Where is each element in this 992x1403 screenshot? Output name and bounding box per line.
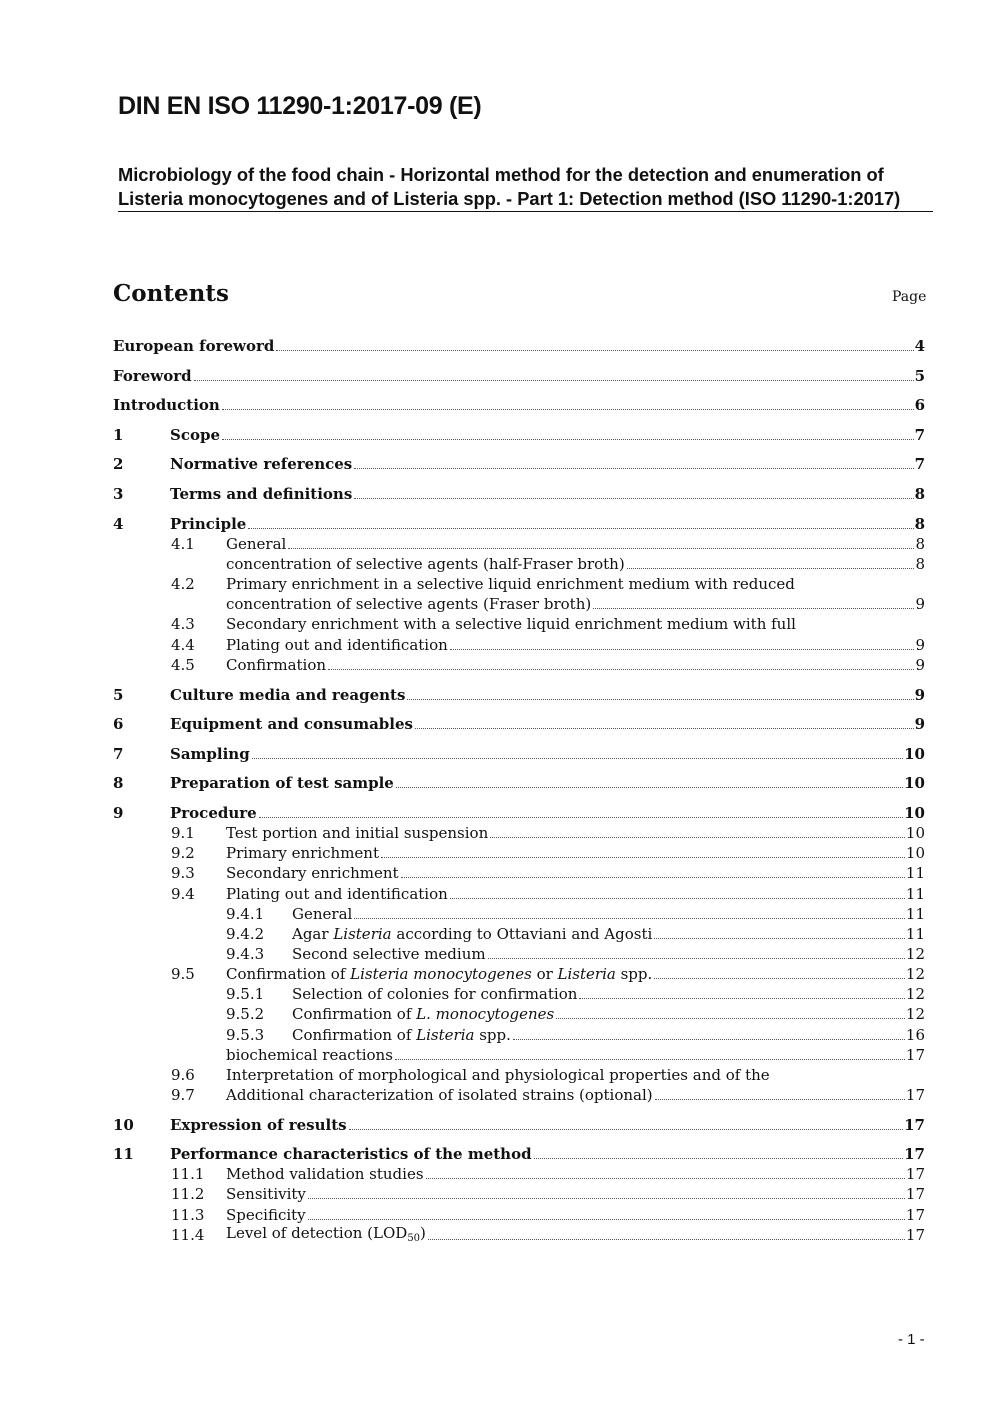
toc-entry[interactable] [113,573,925,593]
toc-entry-number: 4.4 [171,636,195,654]
toc-entry-page: 17 [905,1206,925,1224]
toc-entry[interactable] [113,883,925,903]
toc-entry-label [226,965,652,983]
toc-entry[interactable] [113,713,925,733]
toc-entry-label: Expression of results [170,1116,347,1134]
toc-entry-page: 17 [905,1226,925,1244]
toc-entry-number: 9.3 [171,864,195,882]
toc-entry-number: 4 [113,515,124,533]
toc-label-italic: Listeria monocytogenes [350,965,532,983]
toc-entry-page: 8 [914,485,925,503]
dot-leader [396,786,903,788]
toc-entry-label: Sampling [170,745,250,763]
toc-entry-number: 11 [113,1145,134,1163]
toc-label-italic: L. monocytogenes [416,1005,555,1023]
toc-entry-page: 12 [905,945,925,963]
toc-entry[interactable] [113,453,925,473]
toc-label-italic: Listeria [333,925,392,943]
dot-leader [593,607,914,609]
toc-entry-number: 11.2 [171,1185,205,1203]
toc-entry-label: Specificity [226,1206,306,1224]
toc-entry-page: 10 [905,844,925,862]
dot-leader [308,1218,905,1220]
toc-entry-number: 2 [113,455,124,473]
toc-entry-number: 10 [113,1116,134,1134]
dot-leader [450,648,915,650]
toc-entry-number: 8 [113,774,124,792]
toc-entry-label: Preparation of test sample [170,774,394,792]
toc-entry-label: Plating out and identification [226,885,448,903]
toc-entry-label: Secondary enrichment [226,864,399,882]
toc-entry-label: concentration of selective agents (Fraser broth) [226,595,592,613]
dot-leader [308,1197,905,1199]
dot-leader [395,1058,905,1060]
toc-entry-label: Second selective medium [292,945,486,963]
toc-entry-number: 6 [113,715,124,733]
toc-entry-number: 1 [113,426,124,444]
dot-leader [222,408,914,410]
toc-entry-label: Normative references [170,455,353,473]
toc-entry-page: 10 [905,824,925,842]
toc-entry[interactable] [113,943,925,963]
toc-entry[interactable] [113,634,925,654]
toc-entry[interactable] [113,963,925,983]
toc-entry-label: General [226,535,287,553]
toc-entry[interactable] [113,1084,925,1104]
dot-leader [276,349,913,351]
toc-entry-label: Interpretation of morphological and physiological properties and of the [226,1066,770,1084]
toc-entry[interactable] [113,1224,925,1244]
toc-entry-number: 4.5 [171,656,195,674]
toc-entry-page: 17 [904,1116,925,1134]
toc-entry-page: 11 [905,905,925,923]
toc-entry-number: 11.1 [171,1165,205,1183]
dot-leader [222,438,914,440]
toc-entry-continuation[interactable] [113,593,925,613]
toc-entry-page: 12 [905,985,925,1003]
toc-entry-number: 9.4.2 [226,925,265,943]
toc-label-italic: Listeria [416,1026,475,1044]
toc-entry-label [292,1026,511,1044]
dot-leader [354,917,905,919]
toc-entry[interactable] [113,684,925,704]
dot-leader [428,1238,905,1240]
toc-entry-label: Additional characterization of isolated strains (optional) [226,1086,653,1104]
toc-entry-label: Selection of colonies for confirmation [292,985,578,1003]
toc-entry-page: 10 [904,745,925,763]
toc-entry-label: concentration of selective agents (half-Fraser broth) [226,555,625,573]
dot-leader [556,1017,905,1019]
toc-entry-page: 17 [905,1046,925,1064]
toc-entry-page: 11 [905,885,925,903]
toc-entry[interactable] [113,923,925,943]
toc-entry[interactable] [113,1024,925,1044]
toc-entry-page: 12 [905,965,925,983]
toc-entry-label: Principle [170,515,247,533]
toc-entry[interactable] [113,424,925,444]
toc-entry-label: Equipment and consumables [170,715,413,733]
dot-leader [654,937,905,939]
toc-label-part: Confirmation of [292,1005,417,1023]
toc-entry-page: 12 [905,1005,925,1023]
dot-leader [349,1128,904,1130]
toc-entry-number: 11.3 [171,1206,205,1224]
toc-entry[interactable] [113,903,925,923]
toc-entry-page: 17 [905,1185,925,1203]
toc-entry-label [292,1005,554,1023]
toc-entry-page: 6 [914,396,925,414]
toc-entry-label: Procedure [170,804,257,822]
dot-leader [534,1157,904,1159]
toc-entry-page: 8 [914,515,925,533]
dot-leader [354,467,913,469]
dot-leader [655,1098,905,1100]
dot-leader [259,816,903,818]
toc-entry-number: 9.5.2 [226,1005,265,1023]
dot-leader [401,876,905,878]
toc-entry[interactable] [113,394,925,414]
toc-entry-label: biochemical reactions [226,1046,393,1064]
toc-entry-label: Primary enrichment in a selective liquid enrichment medium with reduced [226,575,795,593]
toc-entry-label: Test portion and initial suspension [226,824,489,842]
toc-entry-page: 10 [904,774,925,792]
toc-entry-label: Performance characteristics of the method [170,1145,532,1163]
toc-entry-number: 9.6 [171,1066,195,1084]
toc-entry-number: 9.4 [171,885,195,903]
toc-entry[interactable] [113,483,925,503]
toc-entry-page: 10 [904,804,925,822]
toc-label-part: or [531,965,558,983]
toc-entry-label: Confirmation [226,656,327,674]
toc-entry-number: 4.2 [171,575,195,593]
toc-entry-page: 7 [914,426,925,444]
toc-entry[interactable] [113,1183,925,1203]
toc-entry-number: 9.5.3 [226,1026,265,1044]
toc-entry-page: 9 [914,715,925,733]
toc-entry-number: 9.7 [171,1086,195,1104]
document-title: Microbiology of the food chain - Horizontal method for the detection and enumeration of Listeria monocytogenes and of Listeria spp. - Part 1: Detection method (ISO 11290-1:2017) [118,163,933,212]
toc-label-italic: Listeria [557,965,616,983]
toc-entry-label: Sensitivity [226,1185,306,1203]
contents-heading: Contents [113,280,229,307]
dot-leader [490,836,905,838]
dot-leader [328,668,914,670]
toc-entry[interactable] [113,335,925,355]
toc-label-part: Confirmation of [292,1026,417,1044]
toc-entry-label: European foreword [113,337,275,355]
toc-entry-page: 11 [905,864,925,882]
dot-leader [252,757,903,759]
dot-leader [450,897,905,899]
toc-entry-page: 8 [915,535,925,553]
toc-entry-page: 9 [915,636,925,654]
dot-leader [488,957,905,959]
dot-leader [381,856,905,858]
dot-leader [288,547,914,549]
toc-entry-number: 9.4.3 [226,945,265,963]
toc-entry-number: 4.3 [171,615,195,633]
toc-entry-page: 17 [905,1165,925,1183]
toc-entry-label: Primary enrichment [226,844,379,862]
toc-entry[interactable] [113,822,925,842]
toc-entry-number: 9.5 [171,965,195,983]
toc-label-part: spp. [615,965,653,983]
toc-entry[interactable] [113,743,925,763]
dot-leader [627,567,915,569]
toc-entry[interactable] [113,613,925,633]
page-column-heading: Page [892,289,927,305]
toc-entry-number: 9.1 [171,824,195,842]
toc-entry-label: Culture media and reagents [170,686,406,704]
toc-entry-page: 9 [915,595,925,613]
toc-entry-number: 9.4.1 [226,905,265,923]
toc-entry-page: 9 [914,686,925,704]
toc-entry-page: 16 [905,1026,925,1044]
toc-entry[interactable] [113,1114,925,1134]
toc-label-part: Confirmation of [226,965,351,983]
dot-leader [194,379,914,381]
toc-entry-page: 9 [915,656,925,674]
toc-label-part: Agar [292,925,334,943]
toc-entry-page: 17 [904,1145,925,1163]
dot-leader [407,698,913,700]
toc-entry[interactable] [113,1064,925,1084]
toc-entry-label: General [292,905,353,923]
dot-leader [426,1177,905,1179]
toc-entry-number: 9.5.1 [226,985,265,1003]
toc-entry[interactable] [113,1163,925,1183]
document-id: DIN EN ISO 11290-1:2017-09 (E) [118,92,482,120]
toc-entry[interactable] [113,513,925,533]
toc-label-part: Level of detection (LOD [226,1224,408,1242]
toc-entry-page: 17 [905,1086,925,1104]
toc-entry-label: Secondary enrichment with a selective liquid enrichment medium with full [226,615,796,633]
toc-entry-label: Terms and definitions [170,485,353,503]
toc-entry-label: Plating out and identification [226,636,448,654]
toc-entry-label: Method validation studies [226,1165,424,1183]
toc-entry-page: 5 [914,367,925,385]
toc-label-part: according to Ottaviani and Agosti [391,925,653,943]
toc-entry[interactable] [113,983,925,1003]
toc-entry-page: 4 [914,337,925,355]
toc-entry-label [226,1224,426,1244]
toc-label-part: ) [420,1224,426,1242]
toc-entry-number: 11.4 [171,1226,205,1244]
dot-leader [415,727,914,729]
toc-entry-number: 4.1 [171,535,195,553]
toc-entry-label: Introduction [113,396,220,414]
toc-entry[interactable] [113,533,925,553]
dot-leader [513,1038,905,1040]
toc-entry-continuation[interactable] [113,1044,925,1064]
toc-label-subscript: 50 [407,1233,421,1244]
toc-entry-number: 3 [113,485,124,503]
toc-entry[interactable] [113,772,925,792]
toc-entry[interactable] [113,1143,925,1163]
toc-entry-label [292,925,652,943]
page-number: - 1 - [898,1331,925,1348]
toc-label-part: spp. [474,1026,511,1044]
dot-leader [248,527,913,529]
dot-leader [354,497,913,499]
dot-leader [654,977,905,979]
toc-entry-label: Scope [170,426,221,444]
toc-entry-label: Foreword [113,367,192,385]
toc-entry[interactable] [113,802,925,822]
toc-entry-number: 5 [113,686,124,704]
toc-entry[interactable] [113,1204,925,1224]
toc-entry[interactable] [113,365,925,385]
toc-entry[interactable] [113,842,925,862]
toc-entry-continuation[interactable] [113,553,925,573]
toc-entry-number: 9 [113,804,124,822]
toc-entry-number: 7 [113,745,124,763]
dot-leader [579,997,905,999]
toc-entry-page: 8 [915,555,925,573]
toc-entry[interactable] [113,654,925,674]
toc-entry[interactable] [113,1003,925,1023]
toc-entry-page: 7 [914,455,925,473]
toc-entry[interactable] [113,862,925,882]
toc-entry-page: 11 [905,925,925,943]
toc-entry-number: 9.2 [171,844,195,862]
